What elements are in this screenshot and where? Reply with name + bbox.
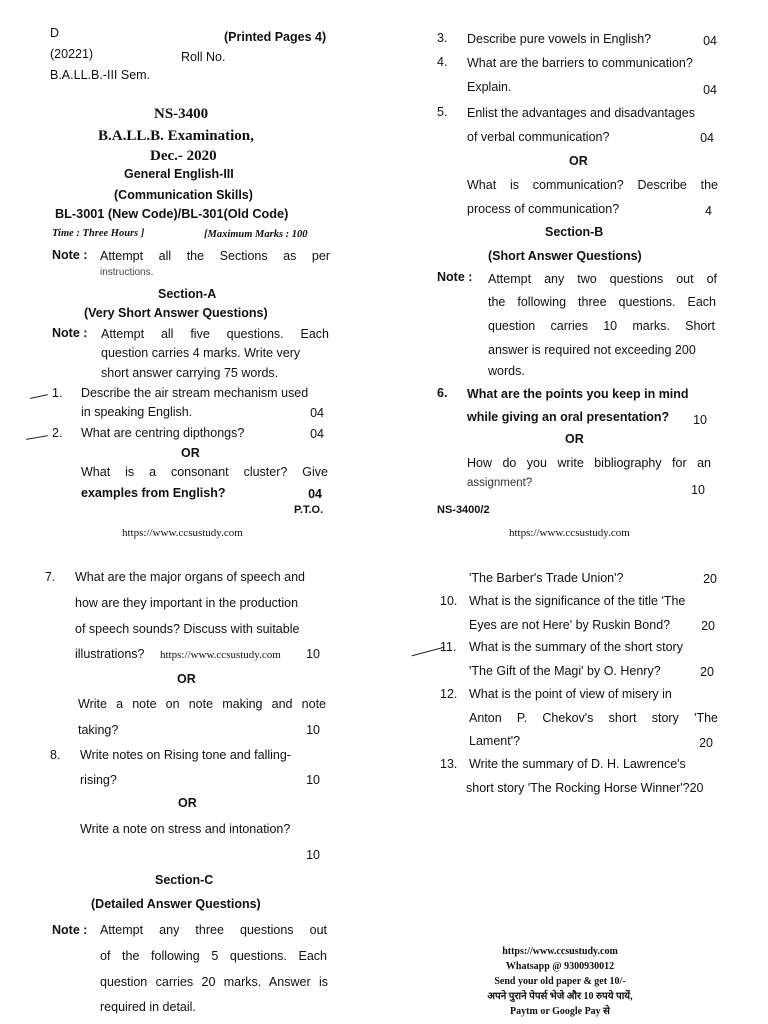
- question-5-text: of verbal communication?: [467, 130, 610, 144]
- or-separator: OR: [178, 796, 197, 810]
- question-7-alt-marks: 10: [306, 723, 320, 737]
- question-4-marks: 04: [703, 83, 717, 97]
- question-11-text: 'The Gift of the Magi' by O. Henry?: [469, 664, 661, 678]
- general-note-line: instructions.: [100, 267, 154, 278]
- exam-title: B.A.LL.B. Examination,: [98, 128, 254, 144]
- section-b-note-line: the following three questions. Each: [488, 295, 716, 309]
- course-codes: BL-3001 (New Code)/BL-301(Old Code): [55, 207, 289, 221]
- section-b-note-line: question carries 10 marks. Short: [488, 319, 715, 333]
- footer-url: https://www.ccsustudy.com: [502, 946, 618, 957]
- question-7-text: What are the major organs of speech and: [75, 570, 305, 584]
- question-10-text: What is the significance of the title 'The: [469, 594, 686, 608]
- section-b-note-line: words.: [488, 364, 525, 378]
- question-10-text: Eyes are not Here' by Ruskin Bond?: [469, 618, 671, 632]
- question-5-alt-text: process of communication?: [467, 202, 620, 216]
- pen-tick-mark: [30, 394, 48, 399]
- question-5-number: 5.: [437, 105, 448, 119]
- question-8-marks: 10: [306, 773, 320, 787]
- question-13-text: short story 'The Rocking Horse Winner'?20: [466, 781, 704, 795]
- paper-id: (20221): [50, 47, 94, 61]
- question-2-text: What are centring dipthongs?: [81, 426, 245, 440]
- question-7-text: of speech sounds? Discuss with suitable: [75, 622, 300, 636]
- question-7-alt-text: taking?: [78, 723, 119, 737]
- course-semester: B.A.LL.B.-III Sem.: [50, 68, 151, 82]
- subject-title: General English-III: [124, 167, 234, 181]
- roll-no-label: Roll No.: [181, 50, 226, 64]
- question-8-alt-text: Write a note on stress and intonation?: [80, 822, 291, 836]
- question-4-text: What are the barriers to communication?: [467, 56, 693, 70]
- section-a-note-line: short answer carrying 75 words.: [101, 366, 279, 380]
- section-a-note-line: Attempt all five questions. Each: [101, 327, 329, 341]
- question-3-text: Describe pure vowels in English?: [467, 32, 652, 46]
- section-b-note-label: Note :: [437, 270, 473, 284]
- question-6-alt-text: assignment?: [467, 477, 533, 489]
- section-c-heading: Section-C: [155, 873, 214, 887]
- question-10-number: 10.: [440, 594, 458, 608]
- section-b-note-line: answer is required not exceeding 200: [488, 343, 696, 357]
- watermark-url: https://www.ccsustudy.com: [509, 527, 630, 539]
- question-5-marks: 04: [700, 131, 714, 145]
- page-reference: NS-3400/2: [437, 504, 490, 516]
- question-8-alt-marks: 10: [306, 848, 320, 862]
- section-b-subheading: (Short Answer Questions): [488, 249, 642, 263]
- question-8-text: rising?: [80, 773, 117, 787]
- section-c-note-line: question carries 20 marks. Answer is: [100, 975, 328, 989]
- section-c-note-line: required in detail.: [100, 1000, 196, 1014]
- question-1-marks: 04: [310, 406, 324, 420]
- question-1-number: 1.: [52, 386, 63, 400]
- question-1-text: Describe the air stream mechanism used: [81, 386, 309, 400]
- printed-pages: (Printed Pages 4): [224, 30, 327, 44]
- question-11-text: What is the summary of the short story: [469, 640, 683, 654]
- question-5-alt-text: What is communication? Describe the: [467, 178, 718, 192]
- question-8-text: Write notes on Rising tone and falling-: [80, 748, 291, 762]
- question-6-text: while giving an oral presentation?: [467, 410, 670, 424]
- question-10-marks: 20: [701, 619, 715, 633]
- question-6-marks: 10: [693, 413, 707, 427]
- question-5-text: Enlist the advantages and disadvantages: [467, 106, 695, 120]
- promo-footer: [455, 944, 665, 1019]
- or-separator: OR: [177, 672, 196, 686]
- question-6-alt-text: How do you write bibliography for an: [467, 456, 711, 470]
- code-letter: D: [50, 26, 60, 40]
- or-separator: OR: [181, 446, 200, 460]
- footer-whatsapp: Whatsapp @ 9300930012: [505, 961, 615, 972]
- section-c-note-line: of the following 5 questions. Each: [100, 949, 327, 963]
- section-b-note-line: Attempt any two questions out of: [488, 272, 717, 286]
- question-11-marks: 20: [700, 665, 714, 679]
- question-9-text-tail: 'The Barber's Trade Union'?: [469, 571, 624, 585]
- section-b-heading: Section-B: [545, 225, 604, 239]
- question-7-marks: 10: [306, 647, 320, 661]
- footer-offer: Send your old paper & get 10/-: [494, 976, 626, 987]
- question-7-text: illustrations?: [75, 647, 145, 661]
- question-2-alt-marks: 04: [308, 487, 322, 501]
- or-separator: OR: [565, 432, 584, 446]
- question-13-number: 13.: [440, 757, 458, 771]
- question-7-alt-text: Write a note on note making and note: [78, 697, 326, 711]
- watermark-url: https://www.ccsustudy.com: [122, 527, 243, 539]
- question-12-text: Anton P. Chekov's short story 'The: [469, 711, 718, 725]
- question-7-text: how are they important in the production: [75, 596, 299, 610]
- question-8-number: 8.: [50, 748, 61, 762]
- question-6-text: What are the points you keep in mind: [467, 387, 689, 401]
- question-3-number: 3.: [437, 31, 448, 45]
- question-13-text: Write the summary of D. H. Lawrence's: [469, 757, 686, 771]
- paper-code-title: NS-3400: [154, 106, 209, 122]
- question-11-number: 11.: [440, 640, 457, 654]
- question-9-marks: 20: [703, 572, 717, 586]
- question-2-number: 2.: [52, 426, 63, 440]
- section-a-subheading: (Very Short Answer Questions): [84, 306, 268, 320]
- question-4-number: 4.: [437, 55, 448, 69]
- section-a-heading: Section-A: [158, 287, 217, 301]
- section-c-subheading: (Detailed Answer Questions): [91, 897, 261, 911]
- pen-tick-mark: [26, 435, 48, 440]
- subject-subtitle: (Communication Skills): [114, 188, 253, 202]
- question-12-marks: 20: [699, 736, 713, 750]
- watermark-url: https://www.ccsustudy.com: [160, 649, 281, 661]
- exam-session: Dec.- 2020: [150, 148, 217, 164]
- question-7-number: 7.: [45, 570, 56, 584]
- question-1-text: in speaking English.: [81, 405, 193, 419]
- section-a-note-line: question carries 4 marks. Write very: [101, 346, 301, 360]
- general-note-line: Attempt all the Sections as per: [100, 249, 330, 263]
- question-3-marks: 04: [703, 34, 717, 48]
- maximum-marks: [Maximum Marks : 100: [204, 229, 308, 240]
- note-label: Note :: [52, 248, 88, 262]
- section-a-note-label: Note :: [52, 326, 88, 340]
- question-6-alt-marks: 10: [691, 483, 705, 497]
- section-c-note-label: Note :: [52, 923, 88, 937]
- question-12-number: 12.: [440, 687, 458, 701]
- question-6-number: 6.: [437, 386, 448, 400]
- page-turn-over: P.T.O.: [294, 504, 324, 516]
- footer-offer-hindi: अपने पुराने पेपर्स भेजे और 10 रुपये पायें,: [487, 991, 633, 1002]
- question-12-text: What is the point of view of misery in: [469, 687, 672, 701]
- question-12-text: Lament'?: [469, 734, 521, 748]
- time-allowed: Time : Three Hours ]: [52, 228, 145, 239]
- question-4-text: Explain.: [467, 80, 512, 94]
- or-separator: OR: [569, 154, 588, 168]
- section-c-note-line: Attempt any three questions out: [100, 923, 327, 937]
- question-5-alt-marks: 4: [705, 204, 712, 218]
- question-2-alt-text: What is a consonant cluster? Give: [81, 465, 328, 479]
- footer-payment: Paytm or Google Pay से: [510, 1006, 610, 1017]
- question-2-marks: 04: [310, 427, 324, 441]
- question-2-alt-text: examples from English?: [81, 486, 226, 500]
